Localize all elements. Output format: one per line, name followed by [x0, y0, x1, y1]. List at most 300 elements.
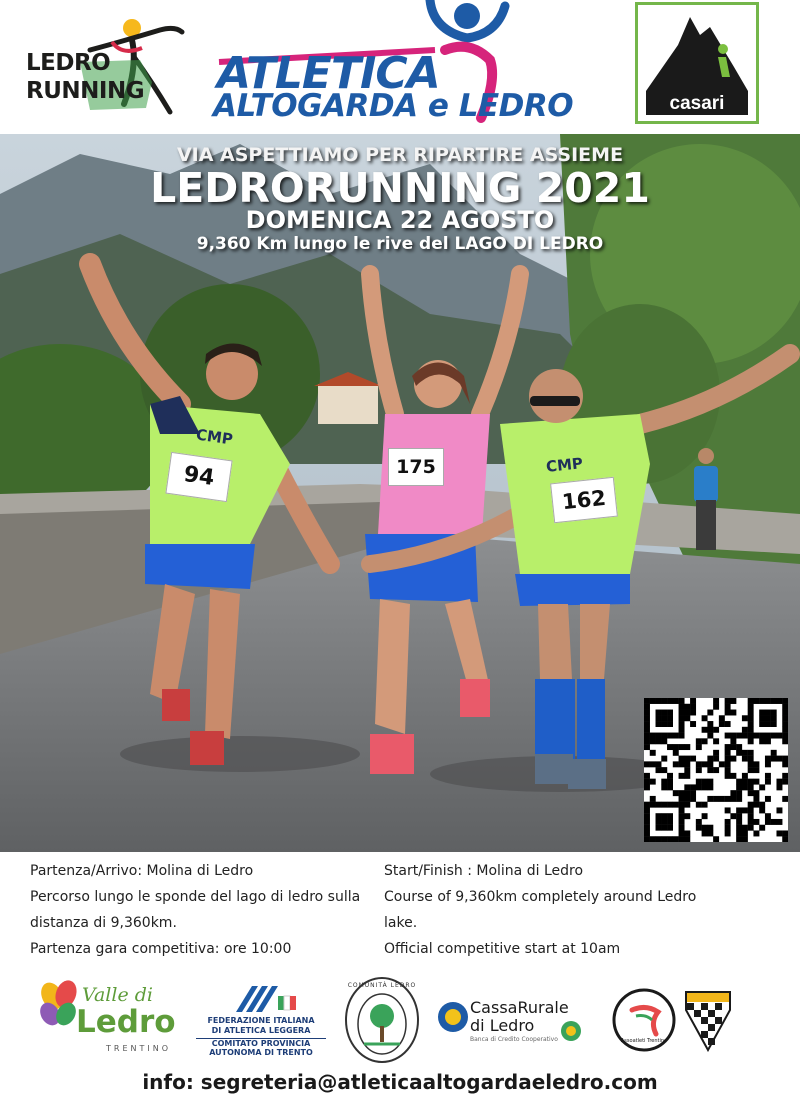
- qr-module: [742, 756, 748, 762]
- qr-module: [644, 825, 650, 831]
- qr-module: [713, 738, 719, 744]
- valle-line2: Ledro: [76, 1004, 176, 1040]
- qr-module: [736, 744, 742, 750]
- qr-module: [725, 721, 731, 727]
- qr-module: [690, 704, 696, 710]
- qr-module: [725, 756, 731, 762]
- info-en-start: Start/Finish : Molina di Ledro: [384, 863, 584, 879]
- qr-module: [719, 761, 725, 767]
- comunita-text: COMUNITÀ LEDRO: [347, 982, 417, 989]
- qr-module: [696, 819, 702, 825]
- qr-module: [661, 767, 667, 773]
- qr-module: [667, 836, 673, 842]
- qr-module: [661, 698, 667, 704]
- qr-module: [656, 825, 662, 831]
- comunita-ledro-logo: [342, 976, 422, 1064]
- qr-module: [650, 738, 656, 744]
- qr-module: [644, 779, 650, 785]
- qr-module: [696, 784, 702, 790]
- cassa-line1: CassaRurale: [470, 998, 569, 1017]
- qr-module: [713, 727, 719, 733]
- shield-check: [701, 1003, 708, 1010]
- shield-top-band: [686, 992, 730, 1002]
- qr-module: [748, 761, 754, 767]
- qr-module: [765, 710, 771, 716]
- qr-module: [667, 715, 673, 721]
- qr-module: [753, 790, 759, 796]
- qr-module: [765, 721, 771, 727]
- qr-module: [707, 727, 713, 733]
- qr-module: [725, 819, 731, 825]
- qr-module: [759, 738, 765, 744]
- qr-module: [690, 796, 696, 802]
- qr-module: [730, 698, 736, 704]
- qr-module: [650, 779, 656, 785]
- qr-module: [765, 819, 771, 825]
- qr-module: [765, 779, 771, 785]
- cassa-line2: di Ledro: [470, 1016, 535, 1035]
- qr-module: [782, 761, 788, 767]
- qr-module: [748, 710, 754, 716]
- qr-module: [725, 825, 731, 831]
- qr-module: [748, 790, 754, 796]
- qr-module: [702, 784, 708, 790]
- qr-module: [679, 830, 685, 836]
- qr-module: [776, 819, 782, 825]
- qr-module: [719, 721, 725, 727]
- qr-module: [696, 761, 702, 767]
- qr-module: [661, 721, 667, 727]
- qr-module: [765, 813, 771, 819]
- qr-module: [759, 733, 765, 739]
- qr-module: [667, 773, 673, 779]
- qr-module: [679, 790, 685, 796]
- qr-module: [748, 721, 754, 727]
- qr-module: [644, 710, 650, 716]
- qr-module: [776, 698, 782, 704]
- qr-module: [650, 761, 656, 767]
- qr-module: [759, 721, 765, 727]
- qr-module: [719, 796, 725, 802]
- qr-module: [725, 698, 731, 704]
- qr-module: [667, 744, 673, 750]
- qr-module: [707, 756, 713, 762]
- qr-module: [656, 813, 662, 819]
- qr-module: [644, 727, 650, 733]
- atletica-altogarda-logo: [205, 0, 605, 128]
- qr-module: [748, 784, 754, 790]
- info-english: [384, 858, 724, 962]
- qr-module: [765, 796, 771, 802]
- qr-module: [690, 756, 696, 762]
- qr-module: [702, 761, 708, 767]
- shirt-brand-right: CMP: [545, 454, 584, 476]
- fidal-line1: FEDERAZIONE ITALIANA: [207, 1016, 315, 1025]
- qr-module: [702, 727, 708, 733]
- qr-module: [759, 807, 765, 813]
- ledro-running-logo: [20, 12, 190, 116]
- qr-module: [748, 733, 754, 739]
- qr-module: [736, 779, 742, 785]
- qr-module: [661, 715, 667, 721]
- qr-module: [765, 756, 771, 762]
- qr-module: [644, 784, 650, 790]
- qr-module: [748, 807, 754, 813]
- qr-module: [679, 819, 685, 825]
- qr-module: [661, 779, 667, 785]
- qr-module: [736, 830, 742, 836]
- qr-module: [656, 836, 662, 842]
- qr-module: [661, 813, 667, 819]
- qr-module: [684, 715, 690, 721]
- qr-module: [742, 830, 748, 836]
- qr-module: [650, 802, 656, 808]
- qr-module: [644, 836, 650, 842]
- qr-module: [684, 744, 690, 750]
- checkered-shield-icon: [684, 990, 732, 1052]
- qr-module: [782, 796, 788, 802]
- qr-module: [679, 825, 685, 831]
- qr-module: [656, 819, 662, 825]
- qr-module: [673, 790, 679, 796]
- qr-module: [679, 761, 685, 767]
- qr-module: [782, 733, 788, 739]
- qr-module: [661, 819, 667, 825]
- qr-module: [644, 733, 650, 739]
- valle-line1: Valle di: [82, 984, 153, 1006]
- qr-module: [742, 715, 748, 721]
- shield-check: [701, 1031, 708, 1038]
- qr-module: [748, 825, 754, 831]
- qr-module: [782, 710, 788, 716]
- qr-module: [707, 825, 713, 831]
- qr-module: [771, 750, 777, 756]
- qr-module: [656, 715, 662, 721]
- qr-module: [748, 704, 754, 710]
- shield-check: [694, 1010, 701, 1017]
- qr-module: [742, 825, 748, 831]
- qr-module: [707, 733, 713, 739]
- qr-module: [684, 704, 690, 710]
- qr-module: [644, 819, 650, 825]
- shield-check: [708, 1010, 715, 1017]
- qr-module: [771, 698, 777, 704]
- qr-module: [656, 738, 662, 744]
- qr-module: [656, 698, 662, 704]
- qr-module: [684, 784, 690, 790]
- qr-module: [679, 836, 685, 842]
- qr-module: [667, 710, 673, 716]
- qr-module: [702, 825, 708, 831]
- qr-module: [684, 773, 690, 779]
- qr-module: [730, 756, 736, 762]
- qr-module: [725, 761, 731, 767]
- assoatleti-logo: [612, 988, 676, 1052]
- shield-check: [687, 1003, 694, 1010]
- qr-module: [696, 767, 702, 773]
- qr-module: [644, 807, 650, 813]
- qr-module: [667, 698, 673, 704]
- qr-module: [748, 750, 754, 756]
- qr-module: [656, 710, 662, 716]
- qr-module: [679, 698, 685, 704]
- qr-module: [759, 698, 765, 704]
- qr-module: [644, 802, 650, 808]
- qr-module: [753, 819, 759, 825]
- qr-module: [661, 756, 667, 762]
- qr-module: [690, 698, 696, 704]
- qr-module: [707, 784, 713, 790]
- qr-module: [748, 813, 754, 819]
- qr-module: [782, 836, 788, 842]
- qr-module: [736, 750, 742, 756]
- qr-module: [650, 796, 656, 802]
- qr-module: [748, 767, 754, 773]
- shield-check: [715, 1003, 722, 1010]
- qr-module: [673, 836, 679, 842]
- cassa-rurale-badge-icon: [560, 1020, 582, 1042]
- qr-module: [650, 836, 656, 842]
- qr-module: [782, 721, 788, 727]
- casari-logo-text: casari: [669, 93, 725, 114]
- qr-module: [725, 704, 731, 710]
- info-en-course-2: lake.: [384, 915, 418, 931]
- qr-module: [667, 721, 673, 727]
- qr-module: [748, 756, 754, 762]
- qr-module: [753, 802, 759, 808]
- valle-line3: TRENTINO: [106, 1044, 172, 1053]
- qr-module: [679, 727, 685, 733]
- qr-module: [782, 704, 788, 710]
- fidal-stripes-icon: [196, 986, 326, 1014]
- qr-module: [656, 802, 662, 808]
- qr-module: [684, 756, 690, 762]
- qr-module: [713, 836, 719, 842]
- valle-di-ledro-logo: [36, 980, 186, 1060]
- qr-module: [776, 779, 782, 785]
- qr-module: [736, 807, 742, 813]
- contact-email[interactable]: info: segreteria@atleticaaltogardaeledro.com: [142, 1070, 658, 1094]
- info-it-course-1: Percorso lungo le sponde del lago di ledro sulla: [30, 889, 361, 905]
- qr-module: [713, 704, 719, 710]
- qr-module: [696, 779, 702, 785]
- qr-module: [644, 715, 650, 721]
- qr-module: [684, 767, 690, 773]
- qr-module: [742, 836, 748, 842]
- qr-module: [702, 779, 708, 785]
- qr-module: [782, 830, 788, 836]
- qr-module: [759, 784, 765, 790]
- info-it-time: Partenza gara competitiva: ore 10:00: [30, 941, 292, 957]
- qr-module: [661, 710, 667, 716]
- qr-module: [782, 773, 788, 779]
- qr-module: [748, 802, 754, 808]
- qr-module: [742, 733, 748, 739]
- qr-module: [644, 813, 650, 819]
- qr-module: [736, 825, 742, 831]
- qr-module: [742, 807, 748, 813]
- qr-module: [690, 710, 696, 716]
- qr-module: [782, 727, 788, 733]
- qr-module: [644, 698, 650, 704]
- qr-module: [782, 738, 788, 744]
- qr-module: [713, 698, 719, 704]
- atletica-logo-line1: ATLETICA: [217, 48, 440, 99]
- qr-module: [713, 796, 719, 802]
- qr-module: [765, 698, 771, 704]
- qr-module: [742, 779, 748, 785]
- comunita-seal-icon: [342, 976, 422, 1064]
- qr-module: [684, 796, 690, 802]
- qr-module: [782, 715, 788, 721]
- qr-module: [656, 733, 662, 739]
- qr-module: [684, 830, 690, 836]
- qr-module: [725, 767, 731, 773]
- cassa-line3: Banca di Credito Cooperativo: [470, 1036, 558, 1043]
- event-title: LEDRORUNNING 2021: [150, 164, 650, 212]
- ledro-logo-line1: LEDRO: [26, 50, 111, 76]
- checkered-shield-logo: [684, 990, 732, 1052]
- info-italian: [30, 858, 370, 962]
- qr-module: [742, 784, 748, 790]
- info-it-course-2: distanza di 9,360km.: [30, 915, 177, 931]
- qr-module: [707, 721, 713, 727]
- qr-module: [765, 715, 771, 721]
- qr-module: [753, 698, 759, 704]
- qr-module: [730, 744, 736, 750]
- qr-module: [702, 715, 708, 721]
- qr-module: [690, 721, 696, 727]
- qr-module: [742, 773, 748, 779]
- bib-number-175: 175: [388, 448, 444, 486]
- qr-module: [776, 756, 782, 762]
- qr-module: [736, 796, 742, 802]
- qr-module: [684, 710, 690, 716]
- qr-code-icon: [644, 698, 788, 842]
- qr-module: [673, 744, 679, 750]
- qr-module: [730, 733, 736, 739]
- atletica-logo-line2: ALTOGARDA e LEDRO: [213, 88, 574, 124]
- casari-logo: [635, 2, 759, 124]
- qr-module: [748, 727, 754, 733]
- qr-module: [765, 761, 771, 767]
- fidal-line3: COMITATO PROVINCIA: [196, 1038, 326, 1049]
- fidal-line4: AUTONOMA DI TRENTO: [209, 1048, 313, 1057]
- qr-module: [702, 813, 708, 819]
- qr-module: [644, 761, 650, 767]
- qr-module: [679, 704, 685, 710]
- qr-module: [713, 750, 719, 756]
- qr-module: [684, 836, 690, 842]
- qr-module: [782, 756, 788, 762]
- qr-module: [742, 750, 748, 756]
- qr-module: [667, 784, 673, 790]
- qr-module: [742, 727, 748, 733]
- qr-module: [771, 819, 777, 825]
- shirt-brand-left: CMP: [194, 425, 235, 449]
- qr-module: [679, 796, 685, 802]
- qr-module: [782, 698, 788, 704]
- qr-module: [696, 802, 702, 808]
- qr-module: [667, 813, 673, 819]
- qr-module: [673, 761, 679, 767]
- qr-module: [776, 733, 782, 739]
- qr-module: [644, 773, 650, 779]
- qr-module: [667, 733, 673, 739]
- qr-module: [644, 738, 650, 744]
- info-en-course-1: Course of 9,360km completely around Ledro: [384, 889, 697, 905]
- qr-module: [656, 761, 662, 767]
- qr-module: [725, 733, 731, 739]
- qr-module: [753, 830, 759, 836]
- qr-module: [684, 813, 690, 819]
- qr-module: [673, 733, 679, 739]
- qr-module: [753, 779, 759, 785]
- qr-module: [730, 796, 736, 802]
- qr-module: [702, 738, 708, 744]
- qr-module: [736, 733, 742, 739]
- qr-module: [707, 779, 713, 785]
- qr-module: [679, 807, 685, 813]
- qr-module: [730, 738, 736, 744]
- qr-module: [713, 756, 719, 762]
- qr-module: [730, 710, 736, 716]
- bib-number-162: 162: [550, 477, 618, 523]
- qr-module: [679, 744, 685, 750]
- qr-module: [748, 819, 754, 825]
- qr-module: [696, 744, 702, 750]
- qr-module: [702, 830, 708, 836]
- qr-module: [765, 733, 771, 739]
- qr-module: [736, 813, 742, 819]
- qr-module: [644, 721, 650, 727]
- qr-module: [707, 796, 713, 802]
- qr-module: [748, 779, 754, 785]
- qr-module: [650, 733, 656, 739]
- fidal-logo: [196, 986, 326, 1062]
- qr-module: [776, 807, 782, 813]
- qr-module: [644, 830, 650, 836]
- event-distance: 9,360 Km lungo le rive del LAGO DI LEDRO: [196, 234, 604, 254]
- qr-module: [753, 796, 759, 802]
- qr-module: [771, 733, 777, 739]
- qr-module: [771, 721, 777, 727]
- qr-code[interactable]: [644, 698, 788, 842]
- qr-module: [725, 830, 731, 836]
- qr-module: [679, 813, 685, 819]
- qr-module: [776, 830, 782, 836]
- qr-module: [684, 761, 690, 767]
- qr-module: [748, 715, 754, 721]
- qr-module: [765, 738, 771, 744]
- qr-module: [748, 738, 754, 744]
- qr-module: [736, 784, 742, 790]
- qr-module: [673, 698, 679, 704]
- qr-module: [661, 836, 667, 842]
- qr-module: [753, 733, 759, 739]
- qr-module: [776, 784, 782, 790]
- qr-module: [736, 819, 742, 825]
- qr-module: [759, 825, 765, 831]
- qr-module: [730, 773, 736, 779]
- qr-module: [661, 733, 667, 739]
- qr-module: [679, 721, 685, 727]
- headline-subtitle: VIA ASPETTIAMO PER RIPARTIRE ASSIEME: [176, 144, 624, 166]
- qr-module: [661, 825, 667, 831]
- cassa-rurale-logo: [436, 996, 586, 1052]
- qr-module: [650, 698, 656, 704]
- qr-module: [771, 715, 777, 721]
